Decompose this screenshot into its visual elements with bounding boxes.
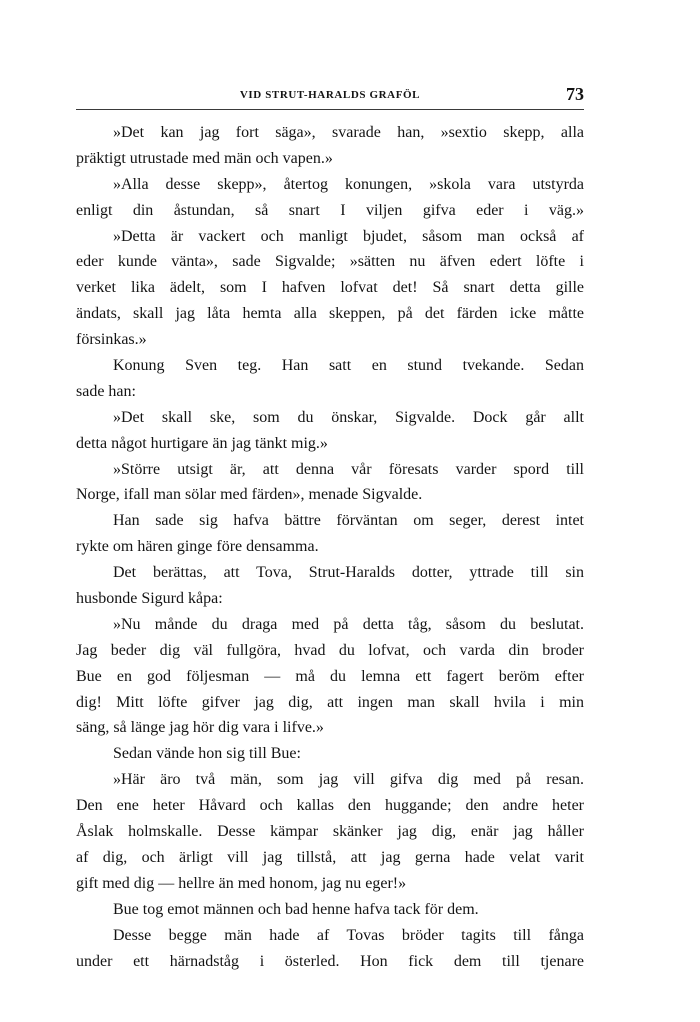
page-header — [76, 84, 584, 108]
text-line: Norge, ifall man sölar med färden», menade Sigvalde. — [76, 486, 423, 504]
text-line: enligt din åstundan, så snart I viljen gifva eder i väg.» — [76, 201, 584, 219]
header-rule — [76, 109, 584, 110]
text-line: Bue en god följesman — må du lemna ett fagert beröm efter — [76, 667, 584, 685]
text-line: Desse begge män hade af Tovas bröder tagits till fånga — [113, 926, 584, 944]
text-line: Åslak holmskalle. Desse kämpar skänker jag dig, enär jag håller — [76, 823, 584, 841]
text-line: Bue tog emot männen och bad henne hafva tack för dem. — [113, 900, 479, 918]
text-line: »Det kan jag fort säga», svarade han, »sextio skepp, alla — [113, 124, 584, 141]
text-line: sade han: — [76, 382, 136, 400]
body-text — [76, 120, 584, 974]
text-line: »Alla desse skepp», återtog konungen, »skola vara utstyrda — [113, 175, 584, 193]
text-line: Han sade sig hafva bättre förväntan om seger, derest intet — [113, 512, 584, 530]
text-line: af dig, och ärligt vill jag tillstå, att jag gerna hade velat varit — [76, 848, 584, 866]
text-line: ändats, skall jag låta hemta alla skeppen, på det färden icke måtte — [76, 305, 584, 323]
text-line: rykte om hären ginge före densamma. — [76, 538, 319, 556]
text-line: Jag beder dig väl fullgöra, hvad du lofvat, och varda din broder — [76, 641, 584, 659]
text-line: säng, så länge jag hör dig vara i lifve.» — [76, 719, 324, 737]
text-line: husbonde Sigurd kåpa: — [76, 590, 223, 608]
text-line: »Här äro två män, som jag vill gifva dig med på resan. — [113, 771, 584, 789]
text-line: präktigt utrustade med män och vapen.» — [76, 149, 333, 167]
text-line: »Nu månde du draga med på detta tåg, såsom du beslutat. — [113, 615, 584, 633]
text-line: gift med dig — hellre än med honom, jag nu eger!» — [76, 874, 407, 892]
text-line: Sedan vände hon sig till Bue: — [113, 745, 301, 763]
text-line: »Större utsigt är, att denna vår föresats varder spord till — [113, 460, 584, 478]
text-line: eder kunde vänta», sade Sigvalde; »sätten nu äfven edert löfte i — [76, 253, 584, 271]
running-head: VID STRUT-HARALDS GRAFÖL — [239, 89, 421, 101]
text-line: detta något hurtigare än jag tänkt mig.» — [76, 434, 328, 452]
text-line: »Detta är vackert och manligt bjudet, såsom man också af — [113, 227, 584, 245]
page-number: 73 — [566, 84, 584, 104]
text-line: dig! Mitt löfte gifver jag dig, att ingen man skall hvila i min — [76, 693, 584, 711]
text-line: Konung Sven teg. Han satt en stund tvekande. Sedan — [113, 357, 584, 375]
text-line: »Det skall ske, som du önskar, Sigvalde. Dock går allt — [113, 408, 584, 426]
text-line: under ett härnadståg i österled. Hon fick dem till tjenare — [76, 952, 584, 970]
text-line: verket lika ädelt, som I hafven lofvat det! Så snart detta gille — [76, 279, 584, 297]
text-line: försinkas.» — [76, 331, 147, 349]
text-line: Den ene heter Håvard och kallas den huggande; den andre heter — [76, 797, 584, 815]
text-line: Det berättas, att Tova, Strut-Haralds dotter, yttrade till sin — [113, 564, 584, 582]
